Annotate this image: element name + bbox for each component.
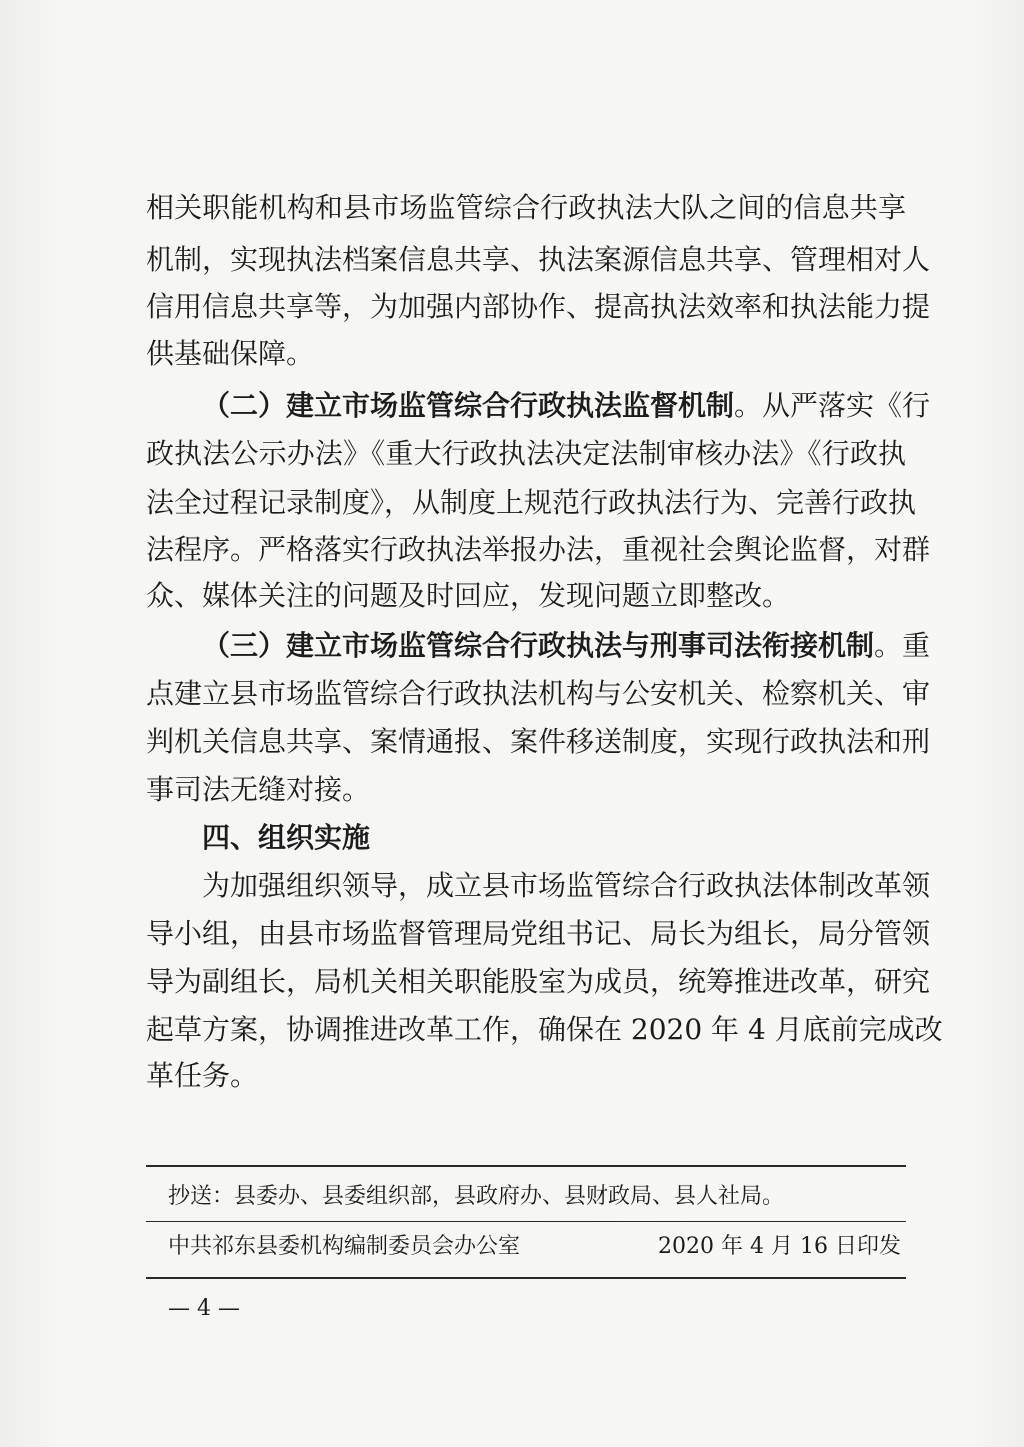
body-line: 点建立县市场监管综合行政执法机构与公安机关、检察机关、审 <box>146 677 931 710</box>
section-title: 四、组织实施 <box>202 821 371 854</box>
para2-first-tail: 。从严落实《行 <box>734 389 931 422</box>
para3-first-line <box>202 626 931 666</box>
body-line: 为加强组织领导，成立县市场监管综合行政执法体制改革领 <box>202 869 931 902</box>
issuer: 中共祁东县委机构编制委员会办公室 <box>168 1234 521 1259</box>
para3-heading: （三）建立市场监管综合行政执法与刑事司法衔接机制 <box>202 629 875 662</box>
body-line: 法全过程记录制度》，从制度上规范行政执法行为、完善行政执 <box>146 486 917 519</box>
body-line: 起草方案，协调推进改革工作，确保在 2020 年 4 月底前完成改 <box>146 1013 943 1046</box>
body-line: 革任务。 <box>146 1059 259 1092</box>
page-number: — 4 — <box>168 1296 240 1321</box>
issue-date: 2020 年 4 月 16 日印发 <box>658 1234 901 1259</box>
cc-line: 抄送：县委办、县委组织部，县政府办、县财政局、县人社局。 <box>168 1184 785 1209</box>
body-line: 导为副组长，局机关相关职能股室为成员，统筹推进改革，研究 <box>146 965 931 998</box>
footer-bottom-rule <box>146 1277 906 1279</box>
body-line: 机制，实现执法档案信息共享、执法案源信息共享、管理相对人 <box>146 243 931 276</box>
body-line: 众、媒体关注的问题及时回应，发现问题立即整改。 <box>146 579 791 612</box>
body-line: 信用信息共享等，为加强内部协作、提高执法效率和执法能力提 <box>146 290 931 323</box>
para2-heading: （二）建立市场监管综合行政执法监督机制 <box>202 389 735 422</box>
para2-first-line <box>202 386 931 426</box>
body-line: 判机关信息共享、案情通报、案件移送制度，实现行政执法和刑 <box>146 725 931 758</box>
footer-middle-rule <box>146 1221 906 1222</box>
body-line: 供基础保障。 <box>146 337 315 370</box>
body-line: 相关职能机构和县市场监管综合行政执法大队之间的信息共享 <box>146 191 906 224</box>
body-line: 法程序。严格落实行政执法举报办法，重视社会舆论监督，对群 <box>146 533 931 566</box>
para3-first-tail: 。重 <box>874 629 931 662</box>
body-line: 事司法无缝对接。 <box>146 773 371 806</box>
footer-top-rule <box>146 1165 906 1167</box>
body-line: 政执法公示办法》《重大行政执法决定法制审核办法》《行政执 <box>146 437 906 470</box>
body-line: 导小组，由县市场监督管理局党组书记、局长为组长，局分管领 <box>146 917 931 950</box>
